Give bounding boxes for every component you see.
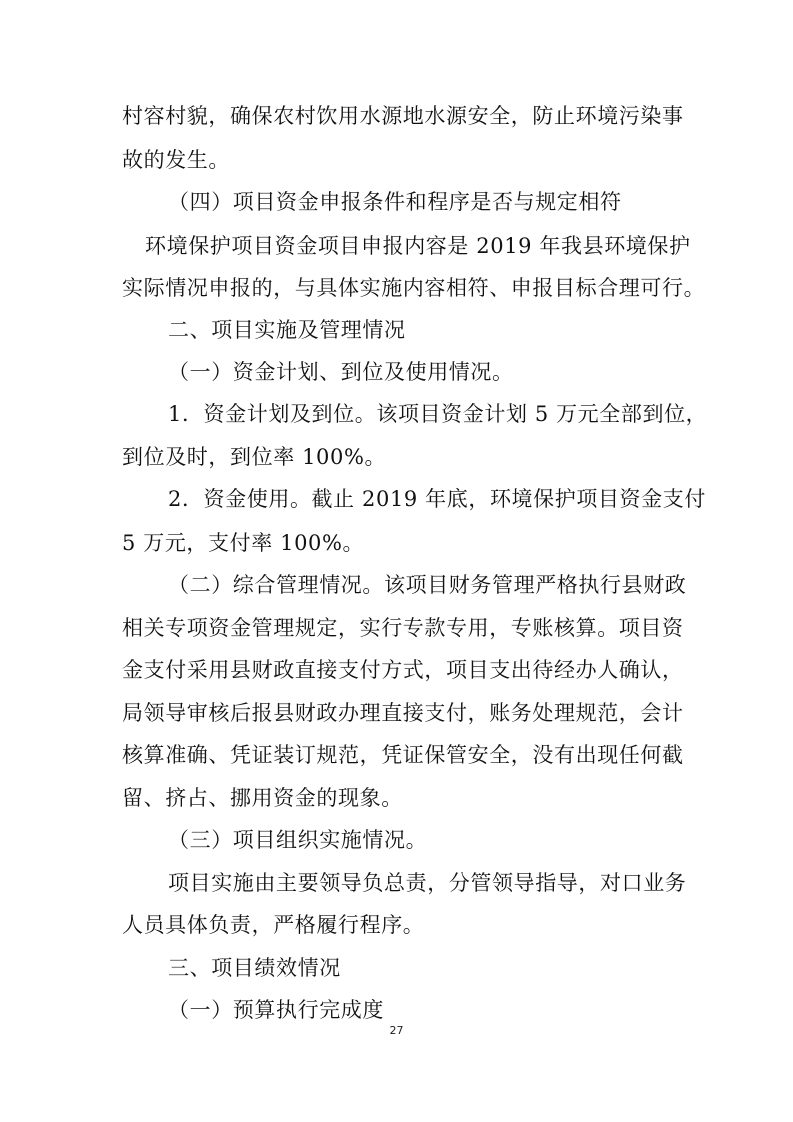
body-line-13: 留、挤占、挪用资金的现象。 — [122, 786, 403, 810]
body-line-9: 相关专项资金管理规定，实行专款专用，专账核算。项目资 — [122, 616, 684, 640]
body-line-12: 核算准确、凭证装订规范，凭证保管安全，没有出现任何截 — [122, 743, 684, 767]
section-heading-2: （二）综合管理情况。该项目财务管理严格执行县财政 — [168, 573, 687, 597]
body-line-15: 人员具体负责，严格履行程序。 — [122, 913, 425, 937]
body-line-2: 故的发生。 — [122, 148, 230, 172]
section-heading-4: （四）项目资金申报条件和程序是否与规定相符 — [168, 190, 622, 214]
page-number: 27 — [389, 1024, 404, 1037]
body-line-11: 局领导审核后报县财政办理直接支付，账务处理规范，会计 — [122, 701, 684, 725]
body-line-7: 2．资金使用。截止 2019 年底，环境保护项目资金支付 — [168, 487, 706, 511]
body-line-8: 5 万元，支付率 100%。 — [122, 531, 365, 555]
body-line-3: 环境保护项目资金项目申报内容是 2019 年我县环境保护 — [145, 234, 691, 258]
body-line-4: 实际情况申报的，与具体实施内容相符、申报目标合理可行。 — [122, 276, 706, 300]
section-heading-1: （一）资金计划、到位及使用情况。 — [168, 360, 514, 384]
body-line-5: 1．资金计划及到位。该项目资金计划 5 万元全部到位， — [168, 402, 708, 426]
body-line-6: 到位及时，到位率 100%。 — [122, 445, 387, 469]
section-heading-3: （三）项目组织实施情况。 — [168, 828, 428, 852]
body-line-10: 金支付采用县财政直接支付方式，项目支出待经办人确认， — [122, 658, 684, 682]
chapter-heading-3: 三、项目绩效情况 — [168, 956, 341, 980]
body-line-1: 村容村貌，确保农村饮用水源地水源安全，防止环境污染事 — [122, 104, 684, 128]
body-line-14: 项目实施由主要领导负总责，分管领导指导，对口业务 — [168, 871, 687, 895]
chapter-heading-2: 二、项目实施及管理情况 — [168, 318, 406, 342]
section-heading-5: （一）预算执行完成度 — [168, 998, 384, 1022]
